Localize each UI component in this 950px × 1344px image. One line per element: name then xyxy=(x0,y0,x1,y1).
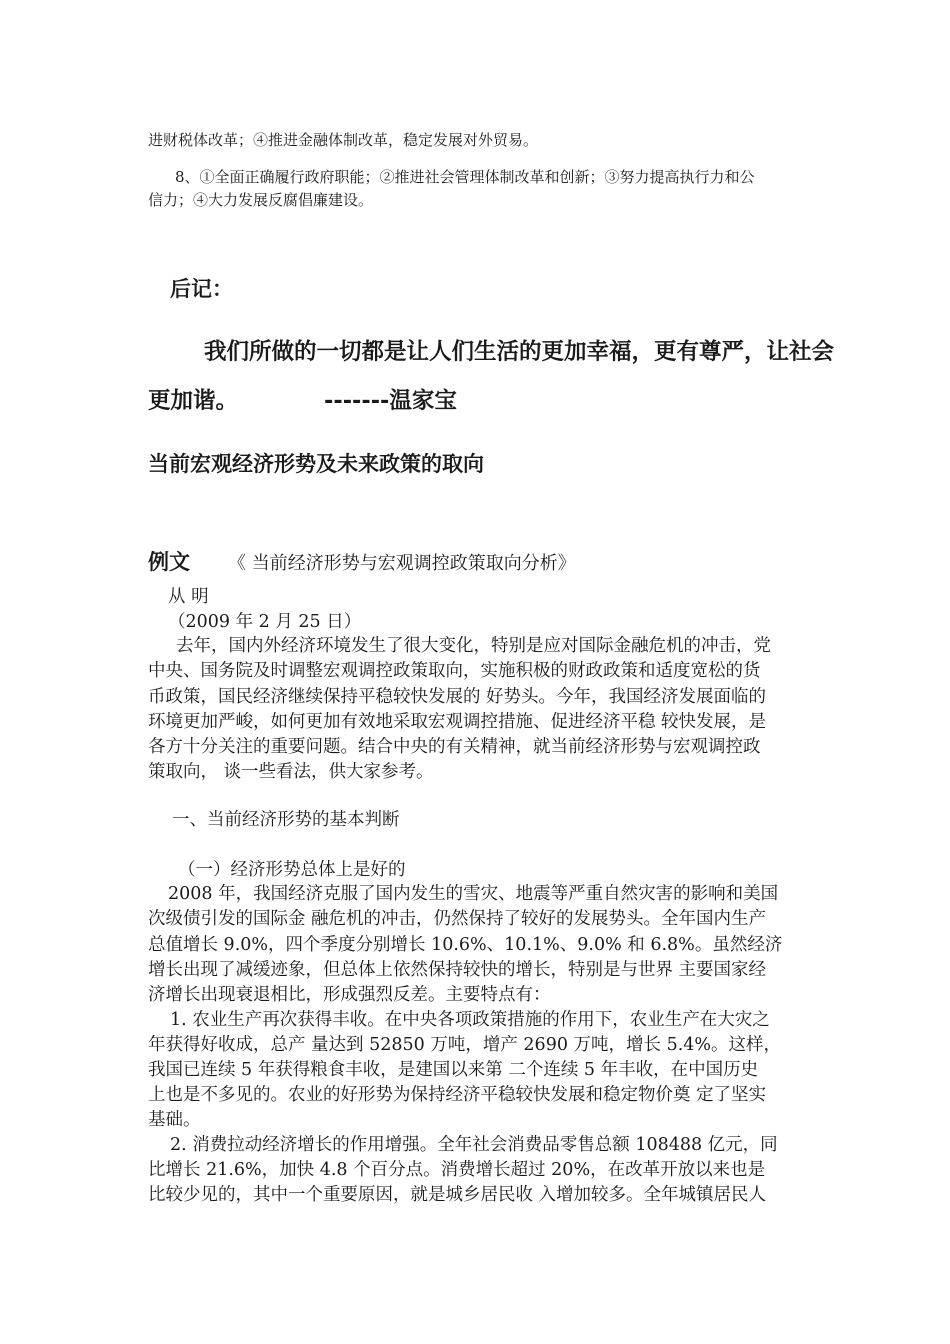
para1-line: 济增长出现衰退相比，形成强烈反差。主要特点有： xyxy=(148,985,551,1005)
quote-line-2 xyxy=(148,383,457,415)
quote-author: -------温家宝 xyxy=(324,388,457,414)
quote-text: 更加谐。 xyxy=(148,388,239,414)
para1-line: 次级债引发的国际金 融危机的冲击，仍然保持了较好的发展势头。全年国内生产 xyxy=(148,909,767,929)
point1-line: 1. 农业生产再次获得丰收。在中央各项政策措施的作用下，农业生产在大灾之 xyxy=(170,1010,770,1030)
para1-line: 增长出现了减缓迹象，但总体上依然保持较快的增长，特别是与世界 主要国家经 xyxy=(148,960,767,980)
postscript-heading: 后记： xyxy=(170,277,233,301)
intro-line: 各方十分关注的重要问题。结合中央的有关精神，就当前经济形势与宏观调控政 xyxy=(148,737,761,757)
item-8-line-2: 信力；④大力发展反腐倡廉建设。 xyxy=(148,191,374,209)
point1-line: 我国已连续 5 年获得粮食丰收，是建国以来第 二个连续 5 年丰收，在中国历史 xyxy=(148,1060,759,1080)
intro-line: 币政策，国民经济继续保持平稳较快发展的 好势头。今年，我国经济发展面临的 xyxy=(148,687,767,707)
section-title: 当前宏观经济形势及未来政策的取向 xyxy=(148,452,484,476)
example-header xyxy=(148,546,576,576)
point1-line: 年获得好收成，总产 量达到 52850 万吨，增产 2690 万吨，增长 5.4%。这样， xyxy=(148,1035,782,1055)
quote-line-1: 我们所做的一切都是让人们生活的更加幸福，更有尊严，让社会 xyxy=(204,339,835,365)
item-8-line-1: 8、①全面正确履行政府职能；②推进社会管理体制改革和创新；③努力提高执行力和公 xyxy=(175,168,755,186)
example-label: 例文 xyxy=(148,550,190,574)
intro-line: 策取向， 谈一些看法，供大家参考。 xyxy=(148,762,434,782)
para1-line: 总值增长 9.0%，四个季度分别增长 10.6%、10.1%、9.0% 和 6.8%。虽然经济 xyxy=(148,935,783,955)
example-date: （2009 年 2 月 25 日） xyxy=(168,612,362,632)
heading-1: 一、当前经济形势的基本判断 xyxy=(172,810,400,830)
point2-line: 比增长 21.6%，加快 4.8 个百分点。消费增长超过 20%，在改革开放以来也是 xyxy=(148,1160,766,1180)
point2-line: 比较少见的，其中一个重要原因，就是城乡居民收 入增加较多。全年城镇居民人 xyxy=(148,1185,767,1205)
para1-line: 2008 年，我国经济克服了国内发生的雪灾、地震等严重自然灾害的影响和美国 xyxy=(168,884,779,904)
intro-line: 中央、国务院及时调整宏观调控政策取向，实施积极的财政政策和适度宽松的货 xyxy=(148,661,761,681)
intro-line: 去年，国内外经济环境发生了很大变化，特别是应对国际金融危机的冲击，党 xyxy=(176,636,771,656)
point1-line: 上也是不多见的。农业的好形势为保持经济平稳较快发展和稳定物价奠 定了坚实 xyxy=(148,1085,767,1105)
example-title: 《 当前经济形势与宏观调控政策取向分析》 xyxy=(228,553,576,574)
point1-line: 基础。 xyxy=(148,1110,201,1130)
intro-line: 环境更加严峻，如何更加有效地采取宏观调控措施、促进经济平稳 较快发展，是 xyxy=(148,712,767,732)
example-author: 从 明 xyxy=(168,587,209,607)
prev-section-line: 进财税体改革；④推进金融体制改革，稳定发展对外贸易。 xyxy=(148,131,539,149)
subheading-1: （一）经济形势总体上是好的 xyxy=(178,860,406,880)
point2-line: 2. 消费拉动经济增长的作用增强。全年社会消费品零售总额 108488 亿元，同 xyxy=(170,1135,778,1155)
